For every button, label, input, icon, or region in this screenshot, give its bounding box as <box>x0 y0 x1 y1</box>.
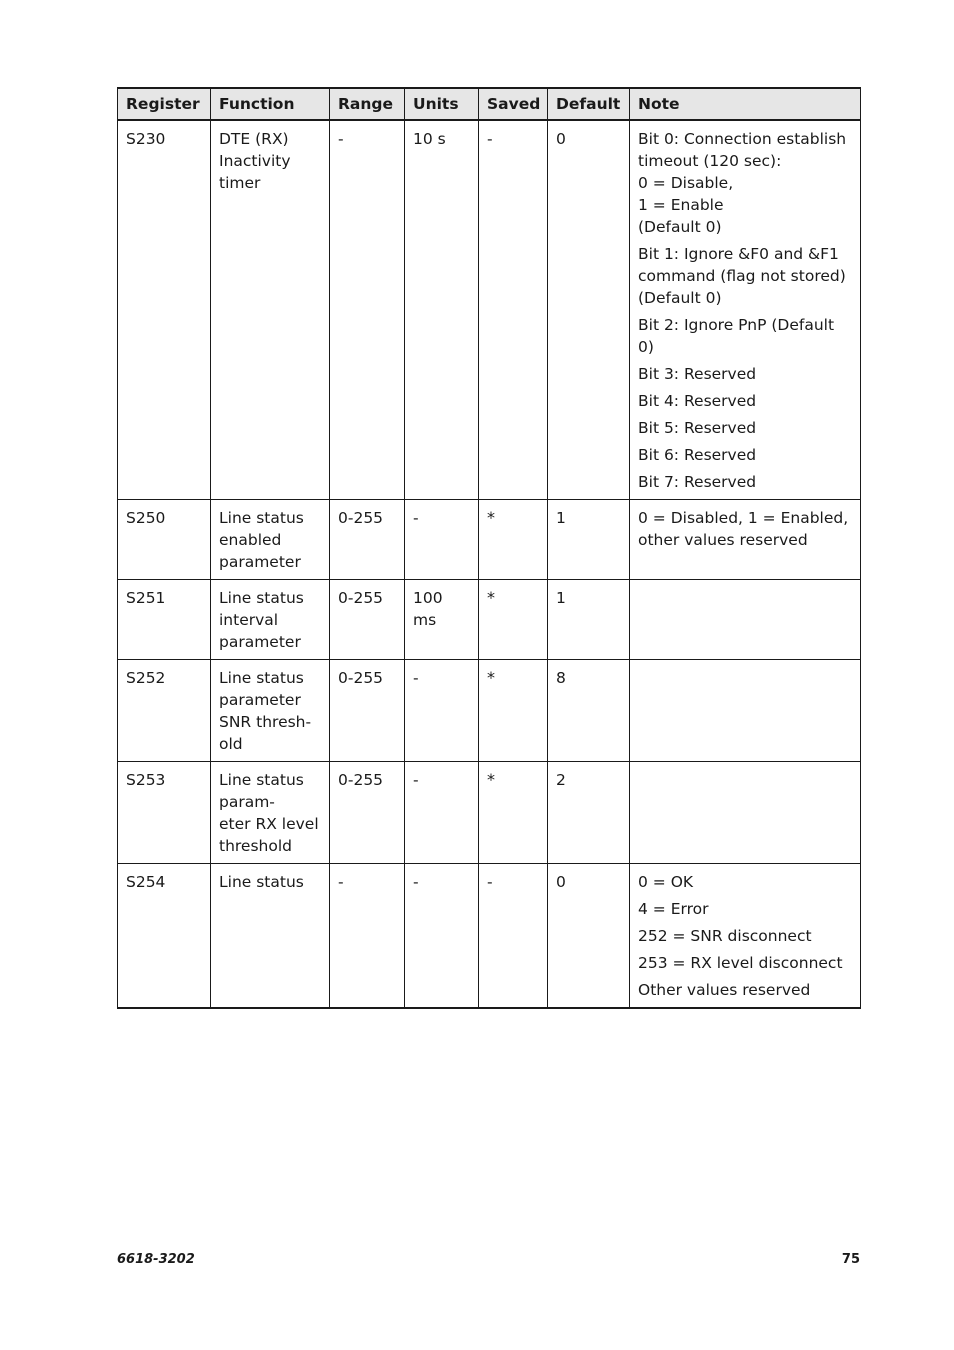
table-row <box>118 864 861 1009</box>
cell-function <box>211 120 330 500</box>
cell-register: S250 <box>118 500 211 580</box>
table-header-row <box>118 88 861 120</box>
cell-note <box>630 762 861 864</box>
note-paragraph <box>638 925 852 947</box>
note-paragraph <box>638 417 852 439</box>
function-line: timer <box>219 174 261 192</box>
function-line: parameter <box>219 633 301 651</box>
cell-range: 0-255 <box>330 500 405 580</box>
note-line: Bit 6: Reserved <box>638 446 757 464</box>
function-line: enabled <box>219 531 282 549</box>
cell-default: 1 <box>548 580 630 660</box>
note-line: Bit 2: Ignore PnP (Default 0) <box>638 316 835 356</box>
cell-function <box>211 864 330 1009</box>
function-line: eter RX level <box>219 815 319 833</box>
cell-saved: * <box>479 762 548 864</box>
note-line: Bit 7: Reserved <box>638 473 757 491</box>
cell-range: - <box>330 864 405 1009</box>
function-line: parameter <box>219 691 301 709</box>
cell-range: - <box>330 120 405 500</box>
note-line: 252 = SNR disconnect <box>638 927 812 945</box>
function-line: Inactivity <box>219 152 291 170</box>
column-header-note: Note <box>630 88 861 120</box>
cell-units: - <box>405 864 479 1009</box>
note-line: 1 = Enable <box>638 196 724 214</box>
note-line: 0 = Disable, <box>638 174 734 192</box>
note-paragraph <box>638 243 852 309</box>
cell-saved: * <box>479 660 548 762</box>
note-line: (Default 0) <box>638 218 722 236</box>
note-line: Bit 0: Connection establish <box>638 130 847 148</box>
function-line: Line status <box>219 669 304 687</box>
cell-register: S254 <box>118 864 211 1009</box>
cell-saved: - <box>479 864 548 1009</box>
table-row <box>118 500 861 580</box>
note-paragraph <box>638 314 852 358</box>
cell-units: - <box>405 762 479 864</box>
function-line: param- <box>219 793 275 811</box>
cell-register: S230 <box>118 120 211 500</box>
column-header-default: Default <box>548 88 630 120</box>
table-row <box>118 762 861 864</box>
cell-note <box>630 580 861 660</box>
note-line: 0 = OK <box>638 873 694 891</box>
cell-function <box>211 762 330 864</box>
function-line: Line status <box>219 873 304 891</box>
column-header-function: Function <box>211 88 330 120</box>
cell-default: 8 <box>548 660 630 762</box>
function-line: SNR thresh- <box>219 713 312 731</box>
note-line: Other values reserved <box>638 981 811 999</box>
cell-range: 0-255 <box>330 580 405 660</box>
note-paragraph <box>638 390 852 412</box>
note-line: Bit 1: Ignore &F0 and &F1 <box>638 245 839 263</box>
function-line: threshold <box>219 837 292 855</box>
register-table <box>117 87 861 1009</box>
cell-saved: * <box>479 580 548 660</box>
note-line: Bit 4: Reserved <box>638 392 757 410</box>
note-paragraph <box>638 952 852 974</box>
document-number: 6618-3202 <box>117 1252 195 1267</box>
table-row <box>118 580 861 660</box>
note-line: Bit 5: Reserved <box>638 419 757 437</box>
function-line: Line status <box>219 509 304 527</box>
cell-function <box>211 500 330 580</box>
note-line: 4 = Error <box>638 900 709 918</box>
table-row <box>118 120 861 500</box>
note-paragraph <box>638 128 852 238</box>
cell-function <box>211 580 330 660</box>
note-line: 253 = RX level disconnect <box>638 954 843 972</box>
page-number: 75 <box>841 1252 860 1267</box>
cell-register: S251 <box>118 580 211 660</box>
cell-units: 100 ms <box>405 580 479 660</box>
table-row <box>118 660 861 762</box>
cell-units: - <box>405 660 479 762</box>
cell-units: 10 s <box>405 120 479 500</box>
note-paragraph <box>638 979 852 1001</box>
note-paragraph <box>638 444 852 466</box>
cell-register: S253 <box>118 762 211 864</box>
note-line: command (flag not stored) <box>638 267 846 285</box>
cell-saved: * <box>479 500 548 580</box>
note-line: 0 = Disabled, 1 = Enabled, <box>638 509 849 527</box>
cell-function <box>211 660 330 762</box>
function-line: DTE (RX) <box>219 130 289 148</box>
note-paragraph <box>638 898 852 920</box>
cell-register: S252 <box>118 660 211 762</box>
cell-default: 0 <box>548 120 630 500</box>
function-line: interval <box>219 611 279 629</box>
cell-range: 0-255 <box>330 762 405 864</box>
function-line: Line status <box>219 589 304 607</box>
cell-default: 1 <box>548 500 630 580</box>
cell-note <box>630 660 861 762</box>
column-header-register: Register <box>118 88 211 120</box>
note-paragraph <box>638 471 852 493</box>
cell-default: 2 <box>548 762 630 864</box>
function-line: Line status <box>219 771 304 789</box>
note-paragraph <box>638 871 852 893</box>
function-line: old <box>219 735 243 753</box>
function-line: parameter <box>219 553 301 571</box>
note-paragraph <box>638 363 852 385</box>
cell-note <box>630 500 861 580</box>
column-header-range: Range <box>330 88 405 120</box>
cell-default: 0 <box>548 864 630 1009</box>
note-paragraph <box>638 507 852 551</box>
note-line: (Default 0) <box>638 289 722 307</box>
cell-note <box>630 864 861 1009</box>
cell-note <box>630 120 861 500</box>
cell-saved: - <box>479 120 548 500</box>
note-line: timeout (120 sec): <box>638 152 782 170</box>
note-line: Bit 3: Reserved <box>638 365 757 383</box>
cell-range: 0-255 <box>330 660 405 762</box>
column-header-saved: Saved <box>479 88 548 120</box>
cell-units: - <box>405 500 479 580</box>
column-header-units: Units <box>405 88 479 120</box>
note-line: other values reserved <box>638 531 808 549</box>
